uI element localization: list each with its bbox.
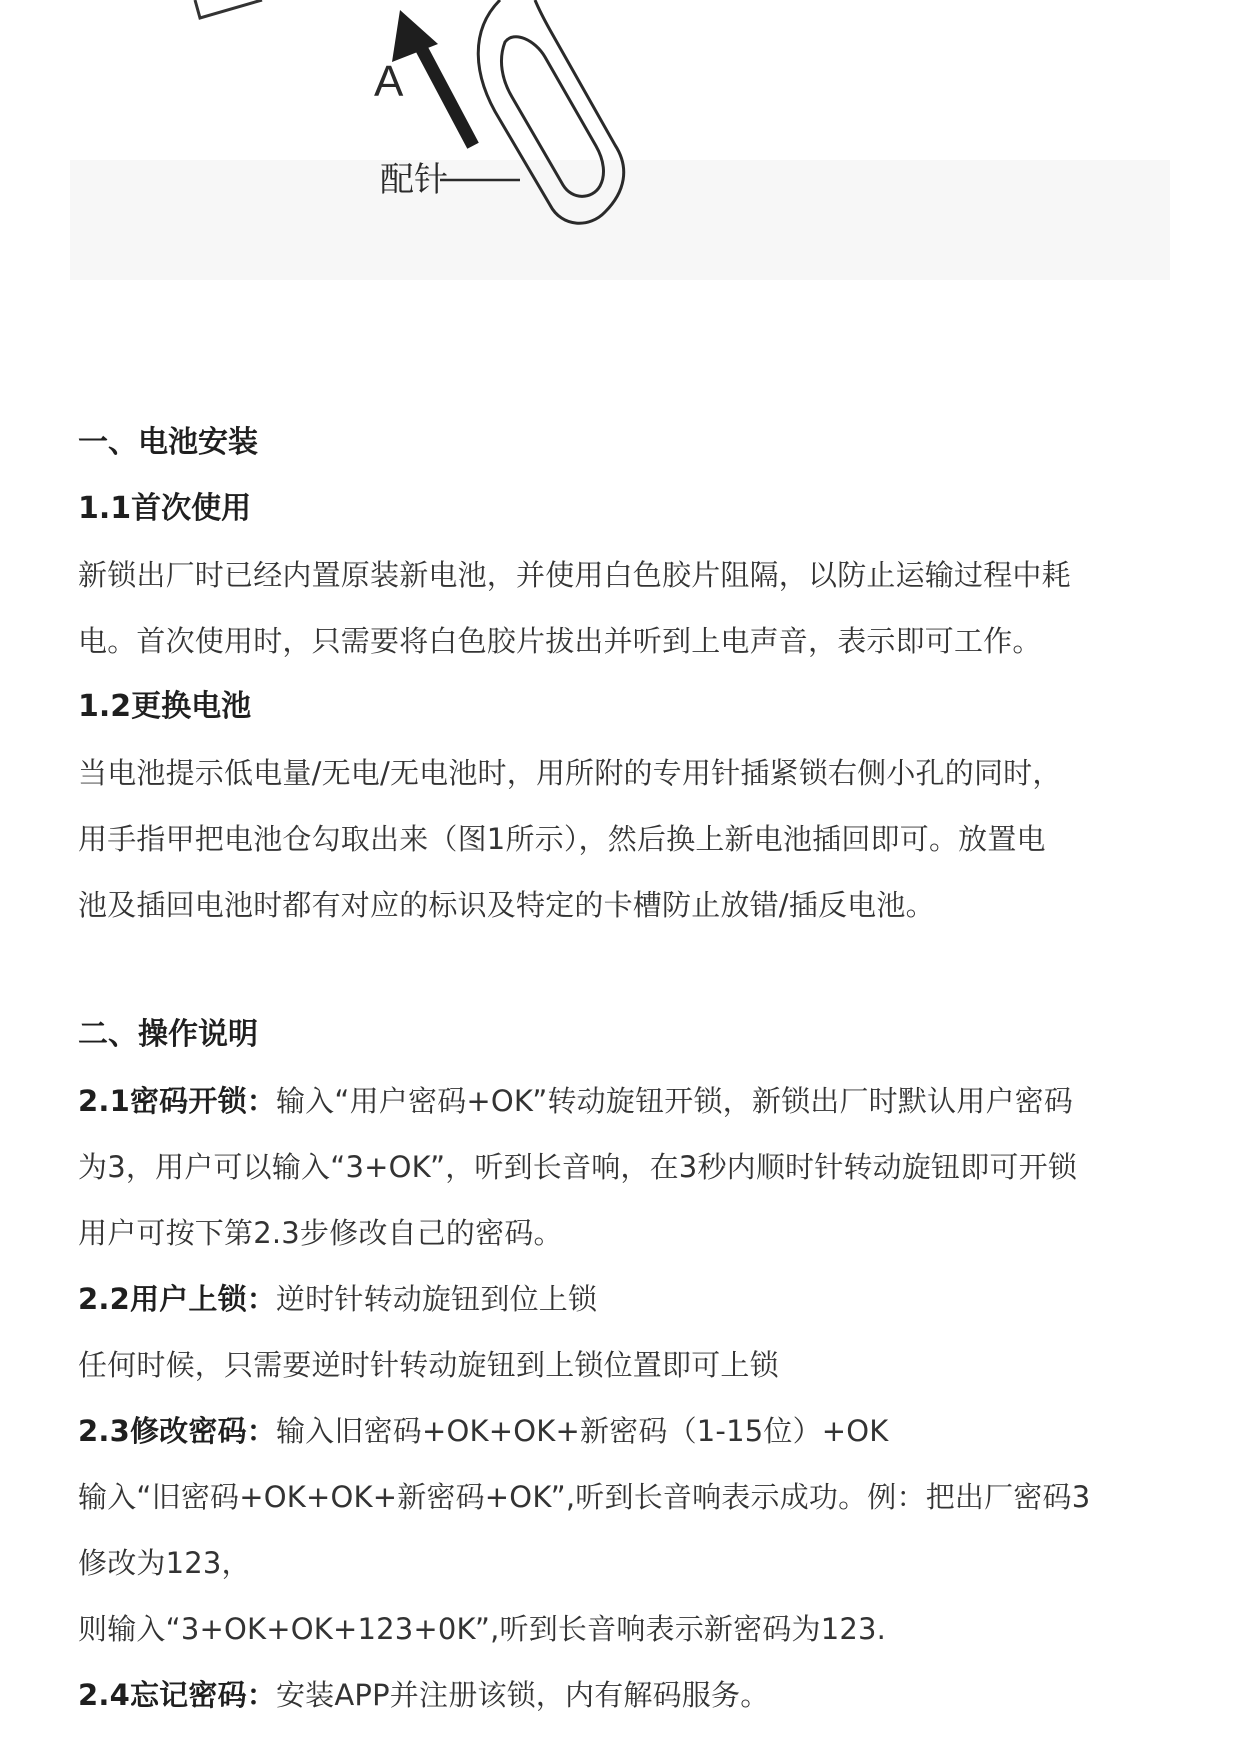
paragraph-line: 输入“旧密码+OK+OK+新密码+OK”,听到长音响表示成功。例：把出厂密码3 (78, 1480, 1091, 1514)
item-label: 2.3修改密码： (78, 1414, 276, 1448)
instruction-document (78, 410, 1168, 1728)
item-label: 2.1密码开锁： (78, 1084, 276, 1118)
section-battery-install (78, 410, 1168, 938)
lock-body-outline (195, 0, 262, 18)
illustration-shadow (70, 160, 1170, 280)
paragraph-line: 池及插回电池时都有对应的标识及特定的卡槽防止放错/插反电池。 (78, 888, 935, 922)
item-label: 2.4忘记密码： (78, 1678, 276, 1712)
paragraph-line: 为3，用户可以输入“3+OK”，听到长音响，在3秒内顺时针转动旋钮即可开锁 (78, 1150, 1078, 1184)
paragraph-line: 新锁出厂时已经内置原装新电池，并使用白色胶片阻隔，以防止运输过程中耗 (78, 558, 1071, 592)
paragraph-line: 当电池提示低电量/无电/无电池时，用所附的专用针插紧锁右侧小孔的同时， (78, 756, 1062, 790)
section-operation (78, 1002, 1168, 1728)
arrow-label: A (374, 57, 404, 106)
item-text: 输入旧密码+OK+OK+新密码（1-15位）+OK (275, 1414, 889, 1448)
subsection-title-first-use: 1.1首次使用 (78, 491, 252, 526)
section-title-battery: 一、电池安装 (78, 425, 258, 460)
item-forgot-password (78, 1662, 1168, 1728)
battery-removal-illustration (0, 0, 1240, 300)
paragraph-line: 电。首次使用时，只需要将白色胶片拔出并听到上电声音，表示即可工作。 (78, 624, 1042, 658)
paragraph-line: 任何时候，只需要逆时针转动旋钮到上锁位置即可上锁 (78, 1348, 779, 1382)
item-label: 2.2用户上锁： (78, 1282, 276, 1316)
item-password-unlock (78, 1068, 1168, 1134)
direction-arrow-shaft (418, 42, 470, 140)
section-spacer (78, 938, 1168, 1002)
section-title-operation: 二、操作说明 (78, 1017, 258, 1052)
paragraph-line: 修改为123， (78, 1546, 251, 1580)
item-text: 输入“用户密码+OK”转动旋钮开锁，新锁出厂时默认用户密码 (275, 1084, 1074, 1118)
subsection-title-replace-battery: 1.2更换电池 (78, 689, 252, 724)
paragraph-line: 用户可按下第2.3步修改自己的密码。 (78, 1216, 563, 1250)
paragraph-line: 用手指甲把电池仓勾取出来（图1所示），然后换上新电池插回即可。放置电 (78, 822, 1046, 856)
paragraph-line: 则输入“3+OK+OK+123+0K”,听到长音响表示新密码为123. (78, 1612, 887, 1646)
illustration-drawing (0, 0, 1240, 300)
pin-label: 配针 (380, 160, 448, 200)
item-change-password (78, 1398, 1168, 1464)
item-text: 逆时针转动旋钮到位上锁 (275, 1282, 598, 1316)
item-text: 安装APP并注册该锁，内有解码服务。 (275, 1678, 770, 1712)
item-user-lock (78, 1266, 1168, 1332)
